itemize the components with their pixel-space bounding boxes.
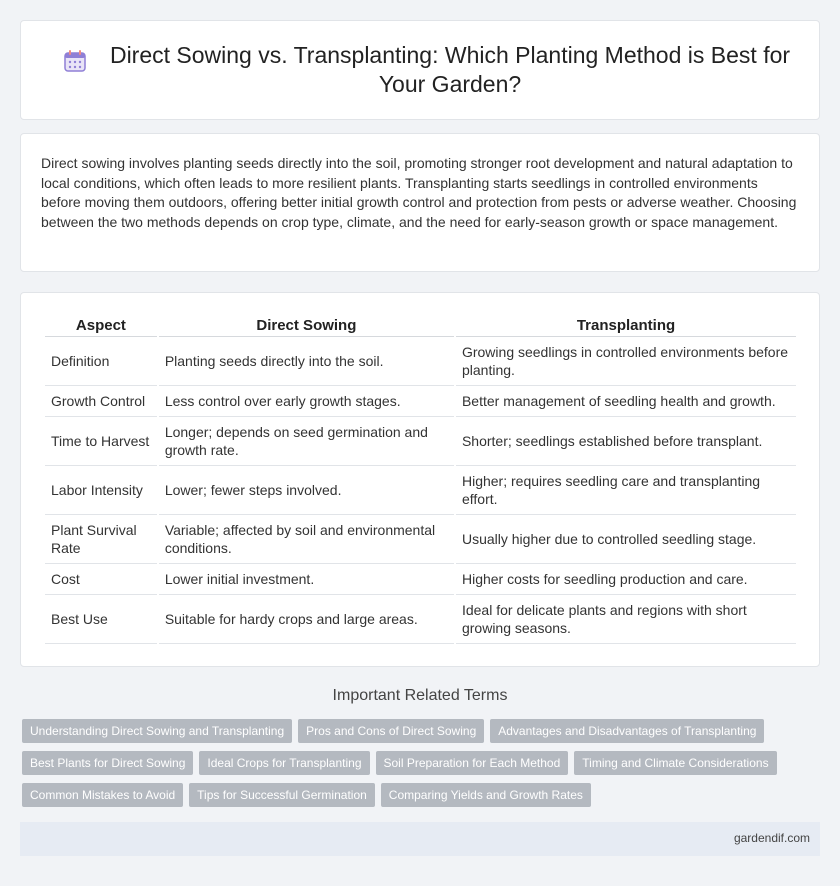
- page-title: Direct Sowing vs. Transplanting: Which Planting Method is Best for Your Garden?: [109, 42, 791, 97]
- cell-direct-sowing: Variable; affected by soil and environmental conditions.: [159, 515, 454, 564]
- cell-transplanting: Better management of seedling health and growth.: [456, 386, 796, 417]
- cell-direct-sowing: Less control over early growth stages.: [159, 386, 454, 417]
- cell-direct-sowing: Planting seeds directly into the soil.: [159, 337, 454, 386]
- comparison-table-card: [20, 292, 820, 667]
- related-terms-title: Important Related Terms: [332, 687, 508, 704]
- cell-transplanting: Shorter; seedlings established before transplant.: [456, 417, 796, 466]
- cell-direct-sowing: Longer; depends on seed germination and growth rate.: [159, 417, 454, 466]
- cell-aspect: Growth Control: [45, 386, 157, 417]
- cell-transplanting: Higher; requires seedling care and transplanting effort.: [456, 466, 796, 515]
- cell-direct-sowing: Suitable for hardy crops and large areas.: [159, 595, 454, 644]
- comparison-table: [43, 315, 798, 644]
- cell-direct-sowing: Lower initial investment.: [159, 564, 454, 595]
- header-aspect: Aspect: [45, 315, 157, 337]
- cell-aspect: Time to Harvest: [45, 417, 157, 466]
- table-header-row: [45, 315, 796, 337]
- header-transplanting: Transplanting: [456, 315, 796, 337]
- related-terms-tags: [22, 719, 818, 815]
- cell-transplanting: Ideal for delicate plants and regions with short growing seasons.: [456, 595, 796, 644]
- header-card: [20, 20, 820, 120]
- table-row: [45, 564, 796, 595]
- cell-aspect: Cost: [45, 564, 157, 595]
- related-tag[interactable]: Tips for Successful Germination: [189, 783, 375, 807]
- table-row: [45, 595, 796, 644]
- cell-transplanting: Higher costs for seedling production and care.: [456, 564, 796, 595]
- table-row: [45, 386, 796, 417]
- header-direct-sowing: Direct Sowing: [159, 315, 454, 337]
- cell-aspect: Best Use: [45, 595, 157, 644]
- intro-paragraph: Direct sowing involves planting seeds directly into the soil, promoting stronger root development and natural adaptation to local conditions, which often leads to more resilient plants. Transplanting starts seedlings in controlled environments before moving them outdoors, offering better initial growth control and protection from pests or adverse weather. Choosing between the two methods depends on crop type, climate, and the need for early-season growth or space management.: [41, 155, 797, 230]
- table-row: [45, 337, 796, 386]
- table-row: [45, 515, 796, 564]
- cell-aspect: Plant Survival Rate: [45, 515, 157, 564]
- related-tag[interactable]: Advantages and Disadvantages of Transplanting: [490, 719, 764, 743]
- intro-card: [20, 133, 820, 272]
- related-tag[interactable]: Soil Preparation for Each Method: [376, 751, 569, 775]
- related-tag[interactable]: Comparing Yields and Growth Rates: [381, 783, 591, 807]
- table-row: [45, 466, 796, 515]
- related-tag[interactable]: Timing and Climate Considerations: [574, 751, 776, 775]
- related-tag[interactable]: Pros and Cons of Direct Sowing: [298, 719, 484, 743]
- related-tag[interactable]: Best Plants for Direct Sowing: [22, 751, 193, 775]
- cell-direct-sowing: Lower; fewer steps involved.: [159, 466, 454, 515]
- table-row: [45, 417, 796, 466]
- cell-transplanting: Usually higher due to controlled seedling stage.: [456, 515, 796, 564]
- footer: [20, 822, 820, 856]
- footer-site-link[interactable]: gardendif.com: [733, 831, 810, 845]
- related-tag[interactable]: Ideal Crops for Transplanting: [199, 751, 369, 775]
- related-tag[interactable]: Understanding Direct Sowing and Transplanting: [22, 719, 292, 743]
- cell-aspect: Definition: [45, 337, 157, 386]
- cell-aspect: Labor Intensity: [45, 466, 157, 515]
- related-tag[interactable]: Common Mistakes to Avoid: [22, 783, 183, 807]
- cell-transplanting: Growing seedlings in controlled environments before planting.: [456, 337, 796, 386]
